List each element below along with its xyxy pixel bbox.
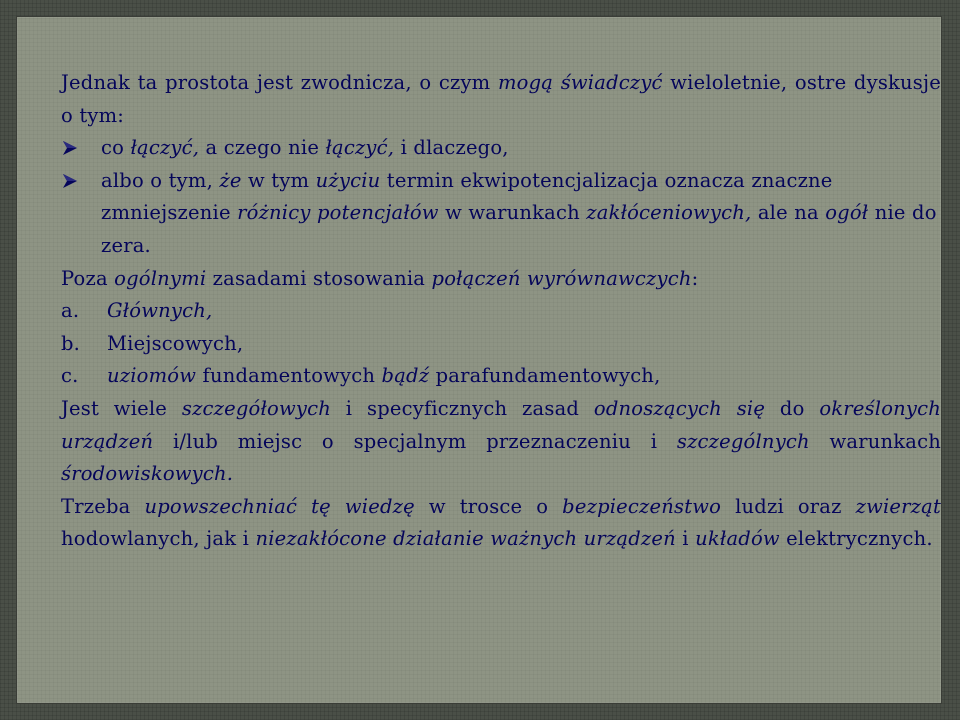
text-run: Miejscowych, xyxy=(107,331,244,355)
italic-run: że xyxy=(219,168,242,192)
text-run: elektrycznych. xyxy=(779,527,933,551)
bullet-item xyxy=(61,165,941,263)
list-marker: c. xyxy=(61,364,79,388)
text-run: termin ekwipotencjalizacja oznacza znaczne zmniejszenie xyxy=(101,168,833,225)
arrowhead-bullet-icon xyxy=(61,132,101,165)
text-run: co xyxy=(101,136,131,160)
italic-run: ogólnymi xyxy=(114,266,207,290)
text-run: warunkach xyxy=(809,429,941,453)
text-run: do xyxy=(765,396,820,420)
text-run: i xyxy=(675,527,696,551)
text-run: ale na xyxy=(751,201,826,225)
text-run: Poza xyxy=(61,266,115,290)
slide-text-body xyxy=(61,67,941,556)
text-run: parafundamentowych, xyxy=(429,364,661,388)
italic-run: szczególnych xyxy=(676,429,810,453)
text-run: fundamentowych xyxy=(196,364,382,388)
list-marker: b. xyxy=(61,331,81,355)
italic-run: ogół xyxy=(825,201,869,225)
text-run: w tym xyxy=(241,168,316,192)
list-item-text xyxy=(107,360,660,393)
italic-run: układów xyxy=(695,527,780,551)
bullet-item xyxy=(61,132,941,165)
italic-run: Głównych, xyxy=(107,299,213,323)
text-run: w trosce o xyxy=(414,494,563,518)
details-paragraph xyxy=(61,393,941,491)
bullet-text xyxy=(101,132,941,165)
italic-run: zakłóceniowych, xyxy=(586,201,752,225)
italic-run: uziomów xyxy=(107,364,197,388)
arrowhead-bullet-icon xyxy=(61,165,101,198)
list-item xyxy=(61,295,941,328)
italic-run: łączyć, xyxy=(325,136,395,160)
closing-paragraph xyxy=(61,491,941,556)
bullet-text xyxy=(101,165,941,263)
text-run: ludzi oraz xyxy=(721,494,856,518)
italic-run: odnoszących się xyxy=(593,396,766,420)
text-run: : xyxy=(691,266,699,290)
list-item xyxy=(61,328,941,361)
italic-run: szczegółowych xyxy=(181,396,331,420)
rules-paragraph xyxy=(61,263,941,296)
intro-paragraph xyxy=(61,67,941,132)
italic-run: mogą świadczyć xyxy=(497,71,663,94)
italic-run: użyciu xyxy=(315,168,381,192)
list-item xyxy=(61,360,941,393)
italic-run: określonych urządzeń xyxy=(61,396,942,453)
italic-run: zwierząt xyxy=(855,494,941,518)
slide-panel xyxy=(16,16,942,704)
text-run: albo o tym, xyxy=(101,168,220,192)
italic-run: środowiskowych. xyxy=(61,462,234,486)
text-run: nie do zera. xyxy=(101,201,937,257)
text-run: Trzeba xyxy=(61,494,145,518)
italic-run: bezpieczeństwo xyxy=(562,494,722,518)
italic-run: upowszechniać tę wiedzę xyxy=(144,494,415,518)
text-run: a czego nie xyxy=(199,136,326,160)
text-run: i dlaczego, xyxy=(394,136,509,160)
list-item-text xyxy=(107,295,212,328)
text-run: i/lub miejsc o specjalnym przeznaczeniu i xyxy=(153,429,677,453)
text-run: Jednak ta prostota jest zwodnicza, o czym xyxy=(61,71,498,94)
italic-run: połączeń wyrównawczych xyxy=(431,266,692,290)
text-run: wieloletnie, ostre dyskusje o tym: xyxy=(61,71,941,127)
text-run: Jest wiele xyxy=(61,396,182,420)
italic-run: niezakłócone działanie ważnych urządzeń xyxy=(255,527,676,551)
list-marker: a. xyxy=(61,299,80,323)
text-run: w warunkach xyxy=(438,201,587,225)
italic-run: różnicy potencjałów xyxy=(237,201,439,225)
italic-run: bądź xyxy=(381,364,430,388)
text-run: zasadami stosowania xyxy=(206,266,432,290)
text-run: i specyficznych zasad xyxy=(330,396,594,420)
list-item-text xyxy=(107,328,243,361)
italic-run: łączyć, xyxy=(130,136,200,160)
text-run: hodowlanych, jak i xyxy=(61,527,256,551)
